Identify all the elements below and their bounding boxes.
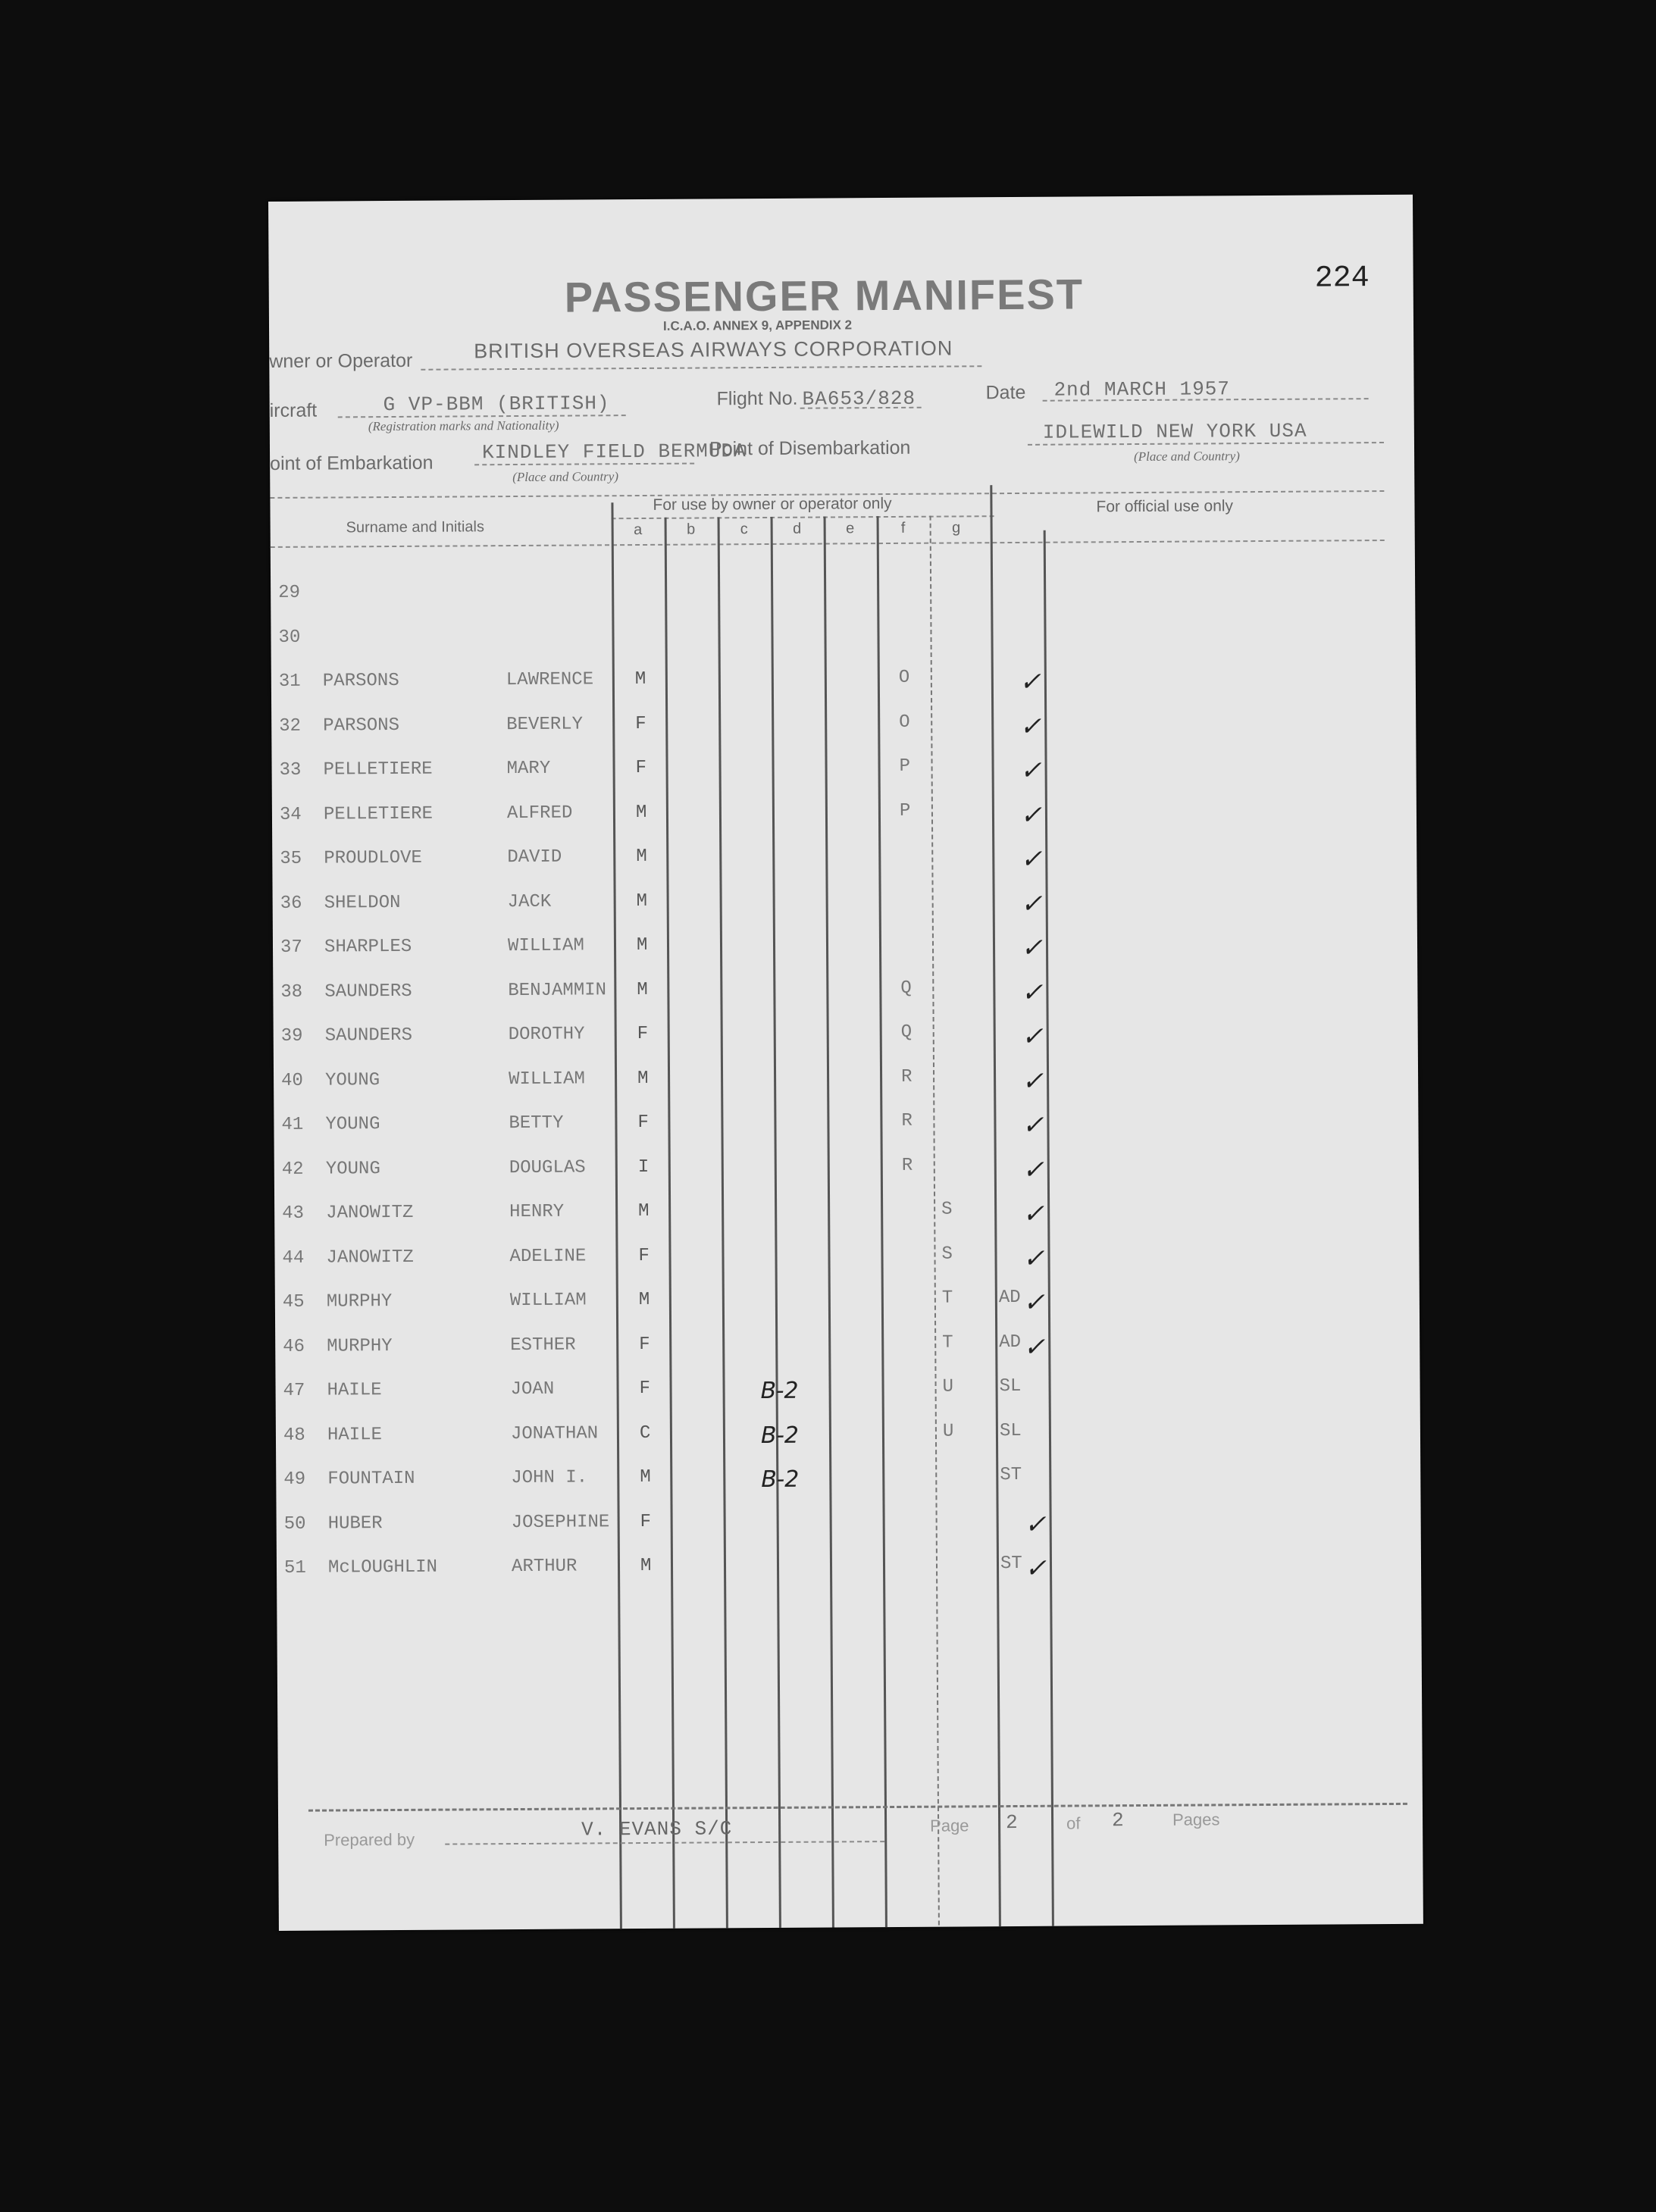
prepared-by-label: Prepared by [324,1829,415,1850]
disembark-note: (Place and Country) [1134,449,1240,465]
page-number: 224 [1314,261,1370,296]
annex-reference: I.C.A.O. ANNEX 9, APPENDIX 2 [662,318,853,333]
table-row: 35 PROUDLOVE DAVID M ✓ [280,843,1049,874]
owner-use-header: For use by owner or operator only [653,494,892,514]
prepared-by-value: V. EVANS S/C [581,1817,733,1841]
table-row: 48 HAILE JONATHAN C U SL B-2 [283,1420,1022,1450]
flight-value: BA653/828 [802,386,916,411]
table-row: 43 JANOWITZ HENRY M S ✓ [282,1198,1050,1229]
aircraft-note: (Registration marks and Nationality) [368,418,559,434]
manifest-sheet [268,195,1423,1931]
table-row: 49 FOUNTAIN JOHN I. M ST B-2 [283,1464,1022,1494]
table-row: 33 PELLETIERE MARY F P ✓ [279,755,1048,786]
embark-value: KINDLEY FIELD BERMUDA [481,440,747,465]
table-row: 45 MURPHY WILLIAM M T AD ✓ [282,1287,1051,1318]
owner-value: BRITISH OVERSEAS AIRWAYS CORPORATION [474,336,953,363]
table-row: 32 PARSONS BEVERLY F O ✓ [279,711,1047,742]
table-row: 30 [278,627,301,648]
table-row: 39 SAUNDERS DOROTHY F Q ✓ [280,1021,1050,1052]
aircraft-value: G VP-BBM (BRITISH) [383,392,610,417]
table-row: 46 MURPHY ESTHER F T AD ✓ [283,1331,1051,1363]
table-row: 51 McLOUGHLIN ARTHUR M ST ✓ [283,1553,1053,1584]
table-row: 37 SHARPLES WILLIAM M ✓ [280,932,1049,963]
flight-label: Flight No. [716,387,798,410]
table-row: 29 [278,582,301,603]
owner-label: wner or Operator [269,349,413,372]
table-row: 34 PELLETIERE ALFRED M P ✓ [279,799,1048,831]
table-row: 40 YOUNG WILLIAM M R ✓ [281,1065,1050,1097]
manifest-title: PASSENGER MANIFEST [564,270,1085,321]
surname-header: Surname and Initials [346,518,485,537]
col-b-header: b [687,521,696,538]
table-row: 42 YOUNG DOUGLAS I R ✓ [281,1154,1050,1185]
pages-label: Pages [1172,1810,1220,1829]
col-c-header: c [740,521,748,538]
disembark-label: Point of Disembarkation [709,436,911,460]
col-g-header: g [952,519,961,537]
disembark-value: IDLEWILD NEW YORK USA [1042,419,1307,444]
table-row: 38 SAUNDERS BENJAMMIN M Q ✓ [280,977,1050,1008]
table-row: 36 SHELDON JACK M ✓ [280,888,1049,919]
aircraft-label: ircraft [269,399,318,421]
date-label: Date [985,381,1026,404]
table-row: 41 YOUNG BETTY F R ✓ [281,1109,1050,1140]
of-label: of [1066,1813,1081,1833]
col-a-header: a [634,521,643,539]
date-value: 2nd MARCH 1957 [1053,377,1231,402]
col-d-header: d [793,520,802,537]
table-row: 47 HAILE JOAN F U SL B-2 [283,1375,1022,1405]
col-e-header: e [846,520,855,537]
table-row: 50 HUBER JOSEPHINE F ✓ [283,1509,1053,1540]
col-f-header: f [900,519,906,537]
page-label: Page [930,1816,969,1835]
page-value: 2 [1005,1810,1019,1835]
embark-note: (Place and Country) [512,469,619,485]
of-value: 2 [1111,1809,1125,1832]
embark-label: oint of Embarkation [270,452,434,474]
official-use-header: For official use only [1096,497,1234,516]
table-row: 31 PARSONS LAWRENCE M O ✓ [278,666,1047,697]
table-row: 44 JANOWITZ ADELINE F S ✓ [282,1243,1051,1274]
